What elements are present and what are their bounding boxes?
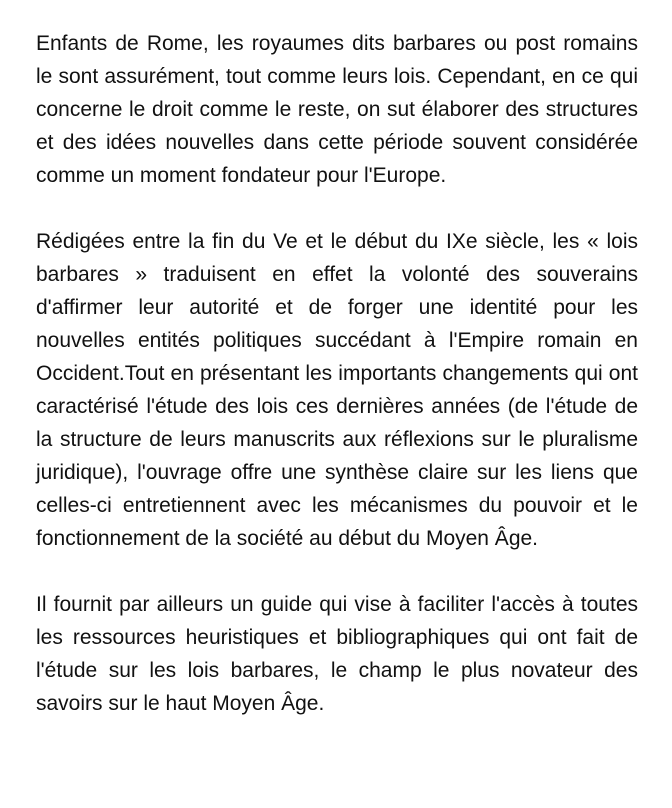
paragraph-guide: Il fournit par ailleurs un guide qui vise à faciliter l'accès à toutes les ressources heuristiques et bibliographiques qui ont fait de l'étude sur les lois barbares, le champ le plus novateur des savoirs sur le haut Moyen Âge. [36,593,638,715]
paragraph-lois-barbares: Rédigées entre la fin du Ve et le début du IXe siècle, les « lois barbares » traduisent en effet la volonté des souverains d'affirmer leur autorité et de forger une identité pour les nouvelles entités politiques succédant à l'Empire romain en Occident.Tout en présentant les importants changements qui ont caractérisé l'étude des lois ces dernières années (de l'étude de la structure de leurs manuscrits aux réflexions sur le pluralisme juridique), l'ouvrage offre une synthèse claire sur les liens que celles-ci entretiennent avec les mécanismes du pouvoir et le fonctionnement de la société au début du Moyen Âge. [36,230,638,550]
document-body [36,27,638,720]
paragraph-intro: Enfants de Rome, les royaumes dits barbares ou post romains le sont assurément, tout comme leurs lois. Cependant, en ce qui concerne le droit comme le reste, on sut élaborer des structures et des idées nouvelles dans cette période souvent considérée comme un moment fondateur pour l'Europe. [36,32,638,187]
